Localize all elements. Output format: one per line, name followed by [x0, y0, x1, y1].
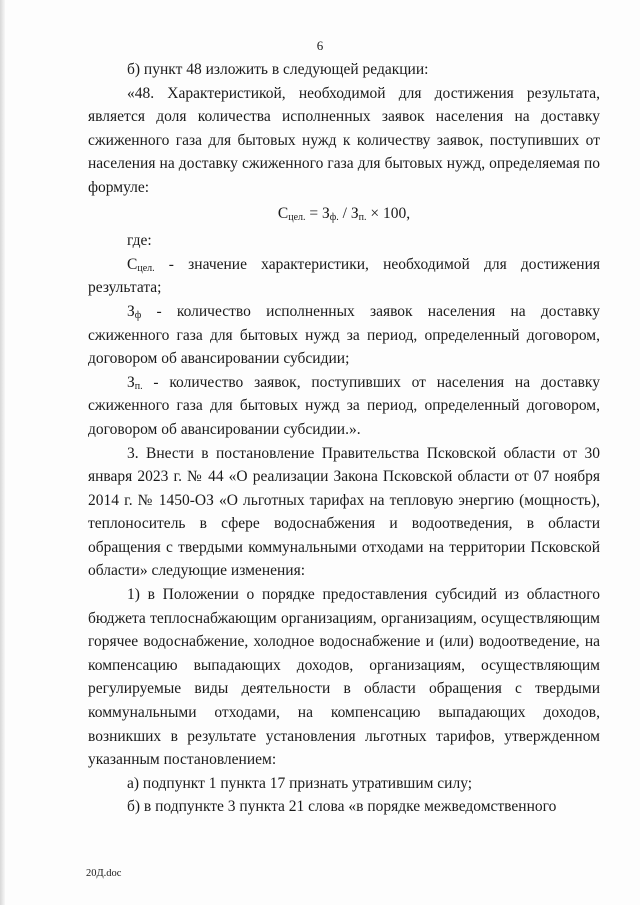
paragraph-point-48: «48. Характеристикой, необходимой для достижения результата, является доля количества исполненных заявок населения на доставку сжиженного газа для бытовых нужд к количеству заявок, поступивших от населения на доставку сжиженного газа для бытовых нужд, определяемая по формуле: [88, 84, 600, 196]
document-body [88, 58, 600, 819]
formula [88, 202, 600, 226]
paragraph-subpoint-1: 1) в Положении о порядке предоставления субсидий из областного бюджета теплоснабжающим организациям, организациям, осуществляющим горячее водоснабжение, холодное водоснабжение и (или) водоотведение, на компенсацию выпадающих доходов, организациям, осуществляющим регулируемые виды деятельности в области обращения с твердыми коммунальными отходами, на компенсацию выпадающих доходов, возникших в результате установления льготных тарифов, утвержденном указанным постановлением: [88, 586, 600, 769]
formula-c-sub: цел. [288, 211, 306, 223]
scan-edge [0, 0, 5, 905]
formula-zp-sub: п. [358, 211, 367, 223]
definition-zf-text: - количество исполненных заявок населения на доставку сжиженного газа для бытовых нужд за период, определенный договором, договором об авансировании субсидии; [88, 302, 600, 368]
definition-c-sub: цел. [137, 262, 155, 274]
definition-zp [88, 371, 600, 442]
definition-c [88, 253, 600, 300]
definition-zf-sub: ф [134, 309, 142, 321]
paragraph-point-3: 3. Внести в постановление Правительства Псковской области от 30 января 2023 г. № 44 «О реализации Закона Псковской области от 07 ноября 2014 г. № 1450-ОЗ «О льготных тарифах на тепловую энергию (мощность), теплоноситель в сфере водоснабжения и водоотведения, в области обращения с твердыми коммунальными отходами на территории Псковской области» следующие изменения: [88, 444, 600, 580]
formula-rest: × 100, [366, 204, 411, 222]
definition-c-text: - значение характеристики, необходимой для достижения результата; [88, 255, 600, 297]
definition-zf [88, 300, 600, 371]
file-name-footer: 20Д.doc [86, 868, 122, 879]
definition-zp-symbol: З [127, 373, 135, 391]
formula-zf-sub: ф. [329, 211, 339, 223]
paragraph-item-b: б) пункт 48 изложить в следующей редакции: [127, 61, 429, 78]
definition-zp-text: - количество заявок, поступивших от населения на доставку сжиженного газа для бытовых нужд за период, определенный договором, договором об авансировании субсидии.». [88, 373, 600, 438]
paragraph-subpoint-a: а) подпункт 1 пункта 17 признать утратившим силу; [127, 774, 473, 792]
formula-c: С [277, 204, 289, 222]
definition-zf-symbol: З [127, 302, 135, 320]
formula-eq: = З [305, 204, 330, 222]
where-label: где: [127, 232, 152, 250]
paragraph-subpoint-b: б) в подпункте 3 пункта 21 слова «в порядке межведомственного [127, 798, 557, 816]
formula-div: / З [338, 204, 359, 222]
definition-c-symbol: С [127, 255, 138, 273]
page-number: 6 [316, 38, 324, 53]
definition-zp-sub: п. [134, 380, 143, 392]
